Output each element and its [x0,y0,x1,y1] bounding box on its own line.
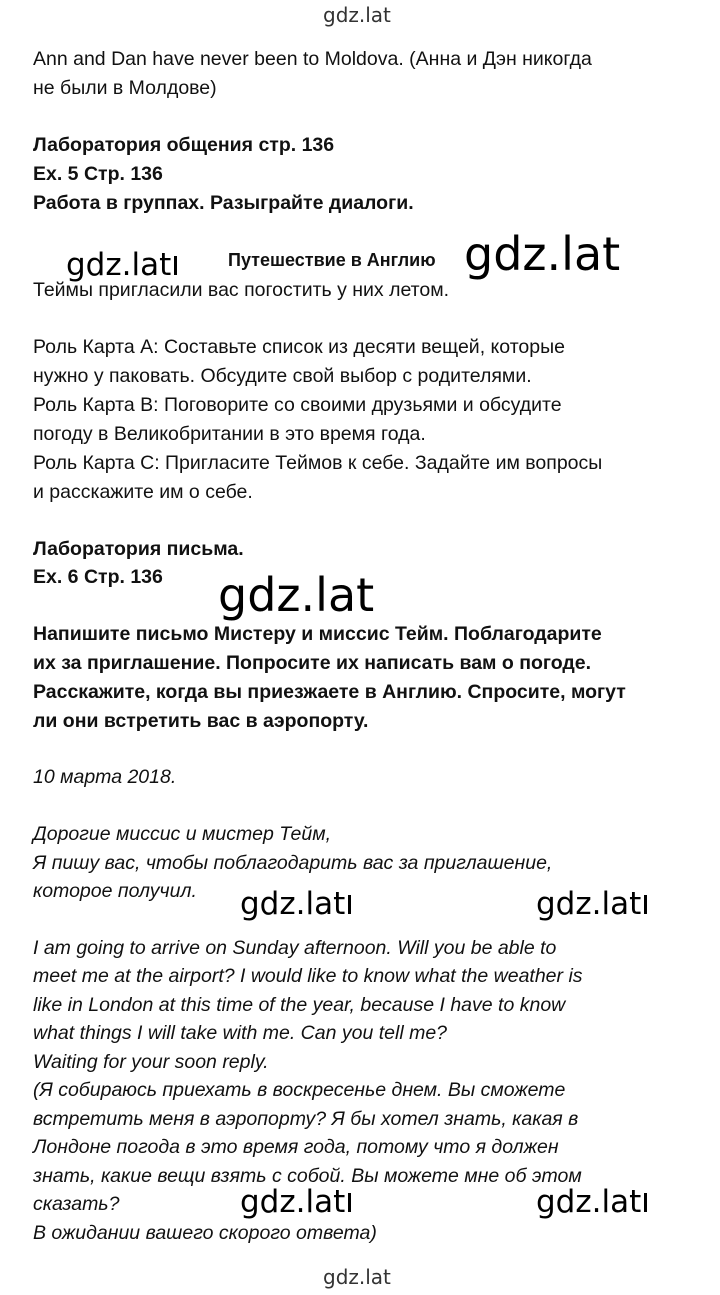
watermark-overlay: gdz.lat [218,568,375,622]
watermark-overlay: gdz.lat [240,886,351,922]
section1-line: Роль Карта С: Пригласите Теймов к себе. Задайте им вопросы [33,452,603,474]
letter-greeting-line: Дорогие миссис и мистер Тейм, [33,823,332,845]
letter-english-line: meet me at the airport? I would like to know what the weather is [33,965,583,987]
section1-title: Лаборатория общения стр. 136 [33,134,335,156]
section1-line: нужно у паковать. Обсудите свой выбор с родителями. [33,365,532,387]
section1-line: Теймы пригласили вас погостить у них летом. [33,279,450,301]
letter-translation-line: Лондоне погода в это время года, потому что я должен [33,1136,559,1158]
section2-task-line: ли они встретить вас в аэропорту. [33,710,369,732]
letter-english-line: like in London at this time of the year, because I have to know [33,994,566,1016]
section1-exercise: Ex. 5 Стр. 136 [33,163,163,185]
watermark-overlay: gdz.lat [536,886,647,922]
section2-task-line: Напишите письмо Мистеру и миссис Тейм. Поблагодарите [33,623,602,645]
footer-watermark: gdz.lat [323,1265,391,1289]
watermark-overlay: gdz.lat [66,247,177,283]
watermark-overlay: gdz.lat [464,227,621,281]
header-watermark: gdz.lat [323,3,391,27]
letter-translation-line: В ожидании вашего скорого ответа) [33,1222,377,1244]
intro-line-1: Ann and Dan have never been to Moldova. (Анна и Дэн никогда [33,48,592,70]
intro-line-2: не были в Молдове) [33,77,217,99]
section1-line: погоду в Великобритании в это время года. [33,423,426,445]
letter-english-line: Waiting for your soon reply. [33,1051,269,1073]
section1-task: Работа в группах. Разыграйте диалоги. [33,192,414,214]
section2-title: Лаборатория письма. [33,538,244,560]
section1-subtitle: Путешествие в Англию [228,250,436,270]
letter-greeting-line: которое получил. [33,880,197,902]
letter-translation-line: знать, какие вещи взять с собой. Вы можете мне об этом [33,1165,582,1187]
letter-english-line: I am going to arrive on Sunday afternoon. Will you be able to [33,937,557,959]
section2-exercise: Ex. 6 Стр. 136 [33,566,163,588]
watermark-overlay: gdz.lat [240,1184,351,1220]
letter-date: 10 марта 2018. [33,766,177,788]
letter-translation-line: сказать? [33,1193,120,1215]
letter-translation-line: встретить меня в аэропорту? Я бы хотел знать, какая в [33,1108,579,1130]
section2-task-line: Расскажите, когда вы приезжаете в Англию. Спросите, могут [33,681,626,703]
section1-line: Роль Карта В: Поговорите со своими друзьями и обсудите [33,394,562,416]
section2-task-line: их за приглашение. Попросите их написать вам о погоде. [33,652,592,674]
letter-greeting-line: Я пишу вас, чтобы поблагодарить вас за приглашение, [33,852,553,874]
letter-english-line: what things I will take with me. Can you tell me? [33,1022,448,1044]
watermark-overlay: gdz.lat [536,1184,647,1220]
letter-translation-line: (Я собираюсь приехать в воскресенье днем. Вы сможете [33,1079,566,1101]
section1-line: и расскажите им о себе. [33,481,253,503]
section1-line: Роль Карта А: Составьте список из десяти вещей, которые [33,336,565,358]
